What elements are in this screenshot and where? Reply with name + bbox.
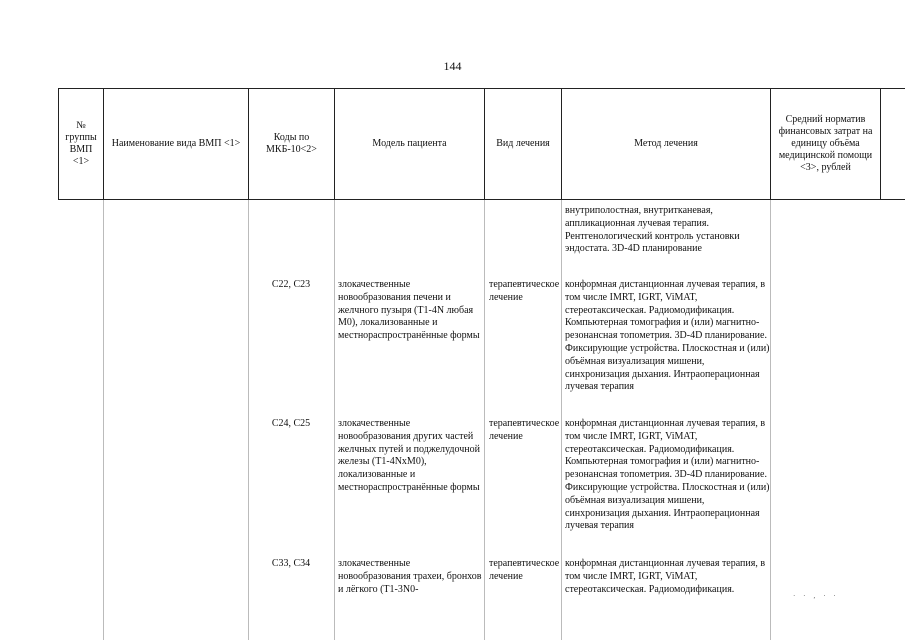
continuation-method: внутриполостная, внутритканевая, аппликационная лучевая терапия. Рентгенологический контроль установки эндостата. 3D-4D планирование bbox=[565, 205, 740, 255]
row-patient-model: злокачественные новообразования других частей желчных путей и поджелудочной железы (T1-4NxM0), локализованные и местнораспространённые формы bbox=[338, 418, 480, 493]
row-treatment-method: конформная дистанционная лучевая терапия, в том числе IMRT, IGRT, ViMAT, стереотаксическая. Радиомодификация. Компьютерная томография и (или) магнитно-резонансная топометрия. 3D-4D планирование. Фиксирующие устройства. Плоскостная и (или) объёмная визуализация мишени, синхронизация дыхания. Интраоперационная лучевая терапия bbox=[565, 279, 770, 393]
column-divider bbox=[334, 200, 335, 640]
row-treatment-method: конформная дистанционная лучевая терапия, в том числе IMRT, IGRT, ViMAT, стереотаксическая. Радиомодификация. bbox=[565, 558, 766, 595]
header-patient-model: Модель пациента bbox=[335, 89, 485, 199]
row-codes: C22, C23 bbox=[271, 279, 311, 290]
row-treatment-type: терапевтическое лечение bbox=[489, 558, 560, 582]
header-treatment-method: Метод лечения bbox=[562, 89, 771, 199]
column-divider bbox=[484, 200, 485, 640]
header-treatment-type: Вид лечения bbox=[485, 89, 562, 199]
row-codes: C24, C25 bbox=[271, 418, 311, 429]
header-vmp-name: Наименование вида ВМП <1> bbox=[104, 89, 249, 199]
row-codes: C33, C34 bbox=[271, 558, 311, 569]
row-treatment-type: терапевтическое лечение bbox=[489, 418, 560, 442]
header-group-no: № группы ВМП <1> bbox=[59, 89, 104, 199]
column-divider bbox=[770, 200, 771, 640]
table-header bbox=[58, 88, 905, 200]
row-patient-model: злокачественные новообразования трахеи, бронхов и лёгкого (T1-3N0- bbox=[338, 558, 482, 595]
row-treatment-method: конформная дистанционная лучевая терапия, в том числе IMRT, IGRT, ViMAT, стереотаксическая. Радиомодификация. Компьютерная томография и (или) магнитно-резонансная топометрия. 3D-4D планирование. Фиксирующие устройства. Плоскостная и (или) объёмная визуализация мишени, синхронизация дыхания. Интраоперационная лучевая терапия bbox=[565, 418, 770, 532]
row-patient-model: злокачественные новообразования печени и желчного пузыря (T1-4N любая M0), локализованные и местнораспространённые формы bbox=[338, 279, 480, 342]
header-avg-cost: Средний норматив финансовых затрат на единицу объёма медицинской помощи <3>, рублей bbox=[771, 89, 881, 199]
column-divider bbox=[248, 200, 249, 640]
scan-marks: · · ‚ · · bbox=[793, 592, 839, 600]
column-divider bbox=[561, 200, 562, 640]
page-number: 144 bbox=[443, 59, 462, 73]
column-divider bbox=[103, 200, 104, 640]
row-treatment-type: терапевтическое лечение bbox=[489, 279, 560, 303]
header-mkb-codes: Коды по МКБ-10<2> bbox=[249, 89, 335, 199]
